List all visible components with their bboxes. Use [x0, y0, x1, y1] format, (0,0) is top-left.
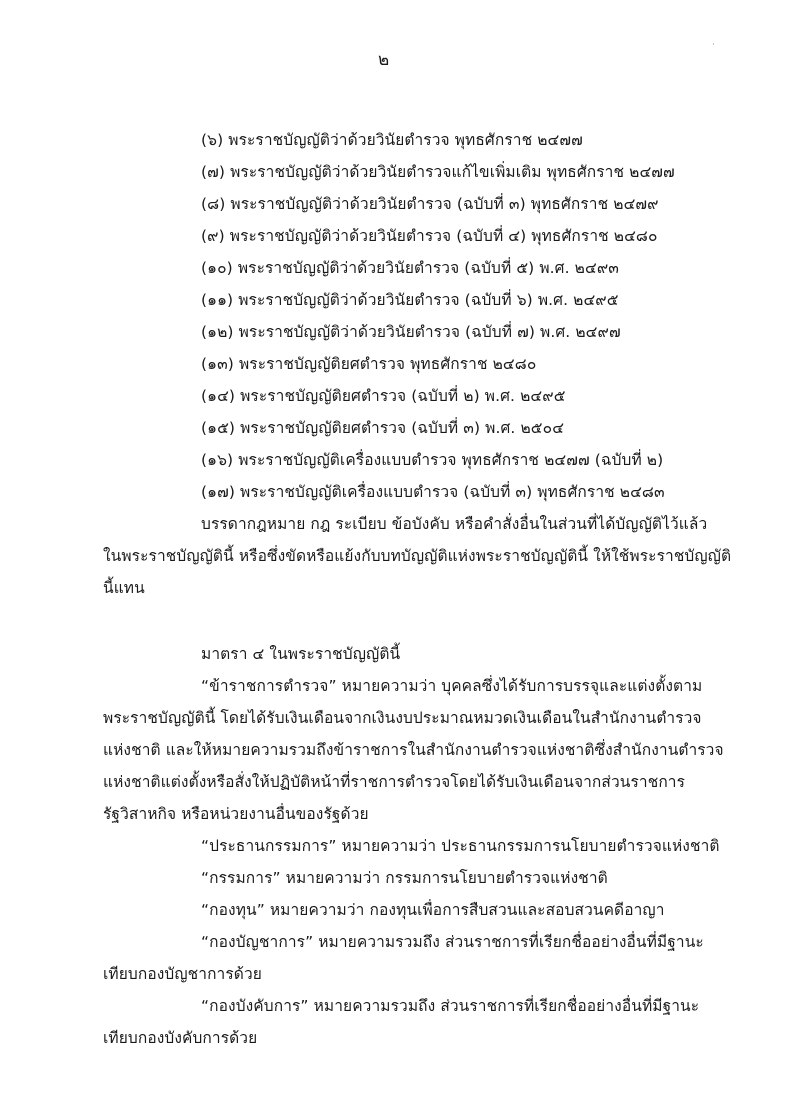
- definition-fund: “กองทุน” หมายความว่า กองทุนเพื่อการสืบสวนและสอบสวนคดีอาญา: [201, 901, 665, 919]
- paragraph-line: พระราชบัญญัตินี้ โดยได้รับเงินเดือนจากเงินงบประมาณหมวดเงินเดือนในสำนักงานตำรวจ: [103, 709, 702, 727]
- paragraph-line: เทียบกองบังคับการด้วย: [103, 1029, 258, 1047]
- list-item: (๑๗) พระราชบัญญัติเครื่องแบบตำรวจ (ฉบับที่ ๓) พุทธศักราช ๒๔๘๓: [201, 483, 665, 501]
- paragraph-line: บรรดากฎหมาย กฎ ระเบียบ ข้อบังคับ หรือคำสั่งอื่นในส่วนที่ได้บัญญัติไว้แล้ว: [201, 515, 708, 533]
- paragraph-line: “กองบัญชาการ” หมายความรวมถึง ส่วนราชการที่เรียกชื่ออย่างอื่นที่มีฐานะ: [201, 933, 704, 951]
- list-item: (๑๖) พระราชบัญญัติเครื่องแบบตำรวจ พุทธศักราช ๒๔๗๗ (ฉบับที่ ๒): [201, 451, 664, 469]
- paragraph-line: “ข้าราชการตำรวจ” หมายความว่า บุคคลซึ่งได้รับการบรรจุและแต่งตั้งตาม: [201, 677, 703, 695]
- definition-committee: “กรรมการ” หมายความว่า กรรมการนโยบายตำรวจแห่งชาติ: [201, 869, 608, 887]
- list-item: (๑๐) พระราชบัญญัติว่าด้วยวินัยตำรวจ (ฉบับที่ ๕) พ.ศ. ๒๔๙๓: [201, 259, 619, 277]
- paragraph-line: เทียบกองบัญชาการด้วย: [103, 965, 262, 983]
- paragraph-line: แห่งชาติแต่งตั้งหรือสั่งให้ปฏิบัติหน้าที่ราชการตำรวจโดยได้รับเงินเดือนจากส่วนราชการ: [103, 773, 686, 791]
- paragraph-line: “กองบังคับการ” หมายความรวมถึง ส่วนราชการที่เรียกชื่ออย่างอื่นที่มีฐานะ: [201, 997, 700, 1015]
- paragraph-line: แห่งชาติ และให้หมายความรวมถึงข้าราชการในสำนักงานตำรวจแห่งชาติซึ่งสำนักงานตำรวจ: [103, 741, 724, 759]
- list-item: (๙) พระราชบัญญัติว่าด้วยวินัยตำรวจ (ฉบับที่ ๔) พุทธศักราช ๒๔๘๐: [201, 227, 658, 245]
- scan-mark: ·: [712, 40, 715, 50]
- list-item: (๗) พระราชบัญญัติว่าด้วยวินัยตำรวจแก้ไขเพิ่มเติม พุทธศักราช ๒๔๗๗: [201, 163, 675, 181]
- list-item: (๑๒) พระราชบัญญัติว่าด้วยวินัยตำรวจ (ฉบับที่ ๗) พ.ศ. ๒๔๙๗: [201, 323, 621, 341]
- section-heading: มาตรา ๔ ในพระราชบัญญัตินี้: [201, 645, 401, 663]
- list-item: (๑๑) พระราชบัญญัติว่าด้วยวินัยตำรวจ (ฉบับที่ ๖) พ.ศ. ๒๔๙๕: [201, 291, 619, 309]
- list-item: (๑๔) พระราชบัญญัติยศตำรวจ (ฉบับที่ ๒) พ.ศ. ๒๔๙๕: [201, 387, 566, 405]
- paragraph-line: รัฐวิสาหกิจ หรือหน่วยงานอื่นของรัฐด้วย: [103, 805, 369, 823]
- list-item: (๖) พระราชบัญญัติว่าด้วยวินัยตำรวจ พุทธศักราช ๒๔๗๗: [201, 131, 583, 149]
- list-item: (๑๕) พระราชบัญญัติยศตำรวจ (ฉบับที่ ๓) พ.ศ. ๒๕๐๔: [201, 419, 565, 437]
- list-item: (๑๓) พระราชบัญญัติยศตำรวจ พุทธศักราช ๒๔๘๐: [201, 355, 537, 373]
- paragraph-line: ในพระราชบัญญัตินี้ หรือซึ่งขัดหรือแย้งกับบทบัญญัติแห่งพระราชบัญญัตินี้ ให้ใช้พระราชบัญญัติ: [103, 547, 732, 565]
- definition-chairman: “ประธานกรรมการ” หมายความว่า ประธานกรรมการนโยบายตำรวจแห่งชาติ: [201, 837, 720, 855]
- paragraph-line: นี้แทน: [103, 579, 145, 597]
- page-number: ๒: [378, 50, 390, 70]
- list-item: (๘) พระราชบัญญัติว่าด้วยวินัยตำรวจ (ฉบับที่ ๓) พุทธศักราช ๒๔๗๙: [201, 195, 659, 213]
